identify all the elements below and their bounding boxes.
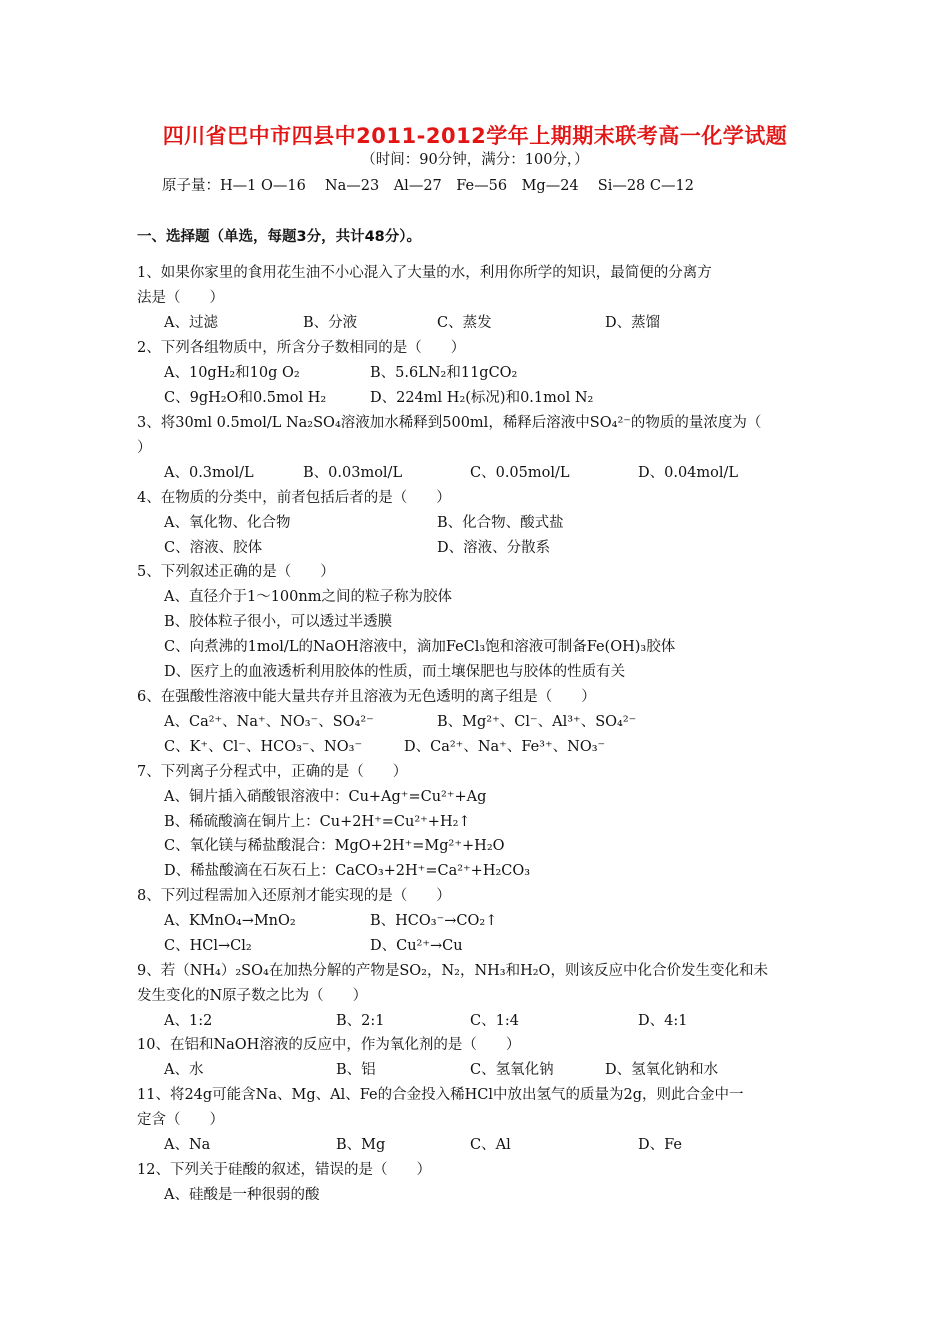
q1-option-c: C、蒸发: [437, 315, 492, 331]
q1-option-b: B、分液: [303, 315, 358, 331]
question-1-line-1: 1、如果你家里的食用花生油不小心混入了大量的水，利用你所学的知识，最简便的分离方: [137, 265, 712, 281]
q3-option-c: C、0.05mol/L: [470, 465, 570, 481]
q2-option-c: C、9gH₂O和0.5mol H₂: [164, 390, 327, 406]
q12-option-a: A、硅酸是一种很弱的酸: [164, 1187, 320, 1203]
q2-option-b: B、5.6LN₂和11gCO₂: [370, 365, 518, 381]
section-heading: 一、选择题（单选，每题3分，共计48分）。: [137, 229, 422, 245]
q3-option-b: B、0.03mol/L: [303, 465, 403, 481]
q4-option-c: C、溶液、胶体: [164, 540, 263, 556]
q11-option-a: A、Na: [164, 1137, 211, 1153]
question-12: 12、下列关于硅酸的叙述，错误的是（ ）: [137, 1162, 431, 1178]
question-4: 4、在物质的分类中，前者包括后者的是（ ）: [137, 490, 451, 506]
q8-option-b: B、HCO₃⁻→CO₂↑: [370, 913, 498, 929]
q5-option-b: B、胶体粒子很小，可以透过半透膜: [164, 614, 393, 630]
q9-option-c: C、1:4: [470, 1013, 519, 1029]
atomic-mass: 原子量：H—1 O—16 Na—23 Al—27 Fe—56 Mg—24 Si—28 C—12: [162, 178, 694, 194]
q8-option-a: A、KMnO₄→MnO₂: [164, 913, 296, 929]
q1-option-a: A、过滤: [164, 315, 218, 331]
question-3-line-1: 3、将30ml 0.5mol/L Na₂SO₄溶液加水稀释到500ml，稀释后溶液中SO₄²⁻的物质的量浓度为（: [137, 415, 762, 431]
q7-option-c: C、氧化镁与稀盐酸混合：MgO+2H⁺=Mg²⁺+H₂O: [164, 838, 505, 854]
q11-option-b: B、Mg: [336, 1137, 386, 1153]
q7-option-b: B、稀硫酸滴在铜片上：Cu+2H⁺=Cu²⁺+H₂↑: [164, 814, 471, 830]
q11-option-d: D、Fe: [638, 1137, 682, 1153]
q3-option-a: A、0.3mol/L: [164, 465, 254, 481]
question-9-line-2: 发生变化的N原子数之比为（ ）: [137, 988, 368, 1004]
question-7: 7、下列离子分程式中，正确的是（ ）: [137, 764, 408, 780]
q5-option-d: D、医疗上的血液透析利用胶体的性质，而土壤保肥也与胶体的性质有关: [164, 664, 626, 680]
question-6: 6、在强酸性溶液中能大量共存并且溶液为无色透明的离子组是（ ）: [137, 689, 596, 705]
q2-option-a: A、10gH₂和10g O₂: [164, 365, 300, 381]
q7-option-a: A、铜片插入硝酸银溶液中：Cu+Ag⁺=Cu²⁺+Ag: [164, 789, 487, 805]
q10-option-a: A、水: [164, 1062, 204, 1078]
q4-option-d: D、溶液、分散系: [437, 540, 551, 556]
q9-option-a: A、1:2: [164, 1013, 213, 1029]
q4-option-a: A、氧化物、化合物: [164, 515, 291, 531]
q6-option-a: A、Ca²⁺、Na⁺、NO₃⁻、SO₄²⁻: [164, 714, 374, 730]
question-5: 5、下列叙述正确的是（ ）: [137, 564, 335, 580]
q10-option-d: D、氢氧化钠和水: [605, 1062, 719, 1078]
q7-option-d: D、稀盐酸滴在石灰石上：CaCO₃+2H⁺=Ca²⁺+H₂CO₃: [164, 863, 531, 879]
q10-option-b: B、铝: [336, 1062, 376, 1078]
q1-option-d: D、蒸馏: [605, 315, 661, 331]
question-1-line-2: 法是（ ）: [137, 290, 224, 306]
q9-option-d: D、4:1: [638, 1013, 688, 1029]
question-2: 2、下列各组物质中，所含分子数相同的是（ ）: [137, 340, 466, 356]
q4-option-b: B、化合物、酸式盐: [437, 515, 564, 531]
q8-option-d: D、Cu²⁺→Cu: [370, 938, 463, 954]
q8-option-c: C、HCl→Cl₂: [164, 938, 252, 954]
question-11-line-1: 11、将24g可能含Na、Mg、Al、Fe的合金投入稀HCl中放出氢气的质量为2g，则此合金中一: [137, 1087, 744, 1103]
q5-option-c: C、向煮沸的1mol/L的NaOH溶液中，滴加FeCl₃饱和溶液可制备Fe(OH)₃胶体: [164, 639, 676, 655]
q2-option-d: D、224ml H₂(标况)和0.1mol N₂: [370, 390, 594, 406]
q6-option-b: B、Mg²⁺、Cl⁻、Al³⁺、SO₄²⁻: [437, 714, 637, 730]
page-title: 四川省巴中市四县中2011-2012学年上期期末联考高一化学试题: [162, 124, 788, 148]
question-11-line-2: 定含（ ）: [137, 1112, 224, 1128]
q11-option-c: C、Al: [470, 1137, 511, 1153]
q6-option-d: D、Ca²⁺、Na⁺、Fe³⁺、NO₃⁻: [404, 739, 606, 755]
question-8: 8、下列过程需加入还原剂才能实现的是（ ）: [137, 888, 451, 904]
q9-option-b: B、2:1: [336, 1013, 385, 1029]
q3-option-d: D、0.04mol/L: [638, 465, 739, 481]
q5-option-a: A、直径介于1～100nm之间的粒子称为胶体: [164, 589, 452, 605]
q6-option-c: C、K⁺、Cl⁻、HCO₃⁻、NO₃⁻: [164, 739, 363, 755]
q10-option-c: C、氢氧化钠: [470, 1062, 554, 1078]
question-9-line-1: 9、若（NH₄）₂SO₄在加热分解的产物是SO₂，N₂，NH₃和H₂O，则该反应中化合价发生变化和未: [137, 963, 768, 979]
question-10: 10、在铝和NaOH溶液的反应中，作为氧化剂的是（ ）: [137, 1037, 521, 1053]
exam-info: （时间：90分钟，满分：100分，）: [361, 152, 589, 168]
question-3-line-2: ）: [137, 440, 152, 456]
